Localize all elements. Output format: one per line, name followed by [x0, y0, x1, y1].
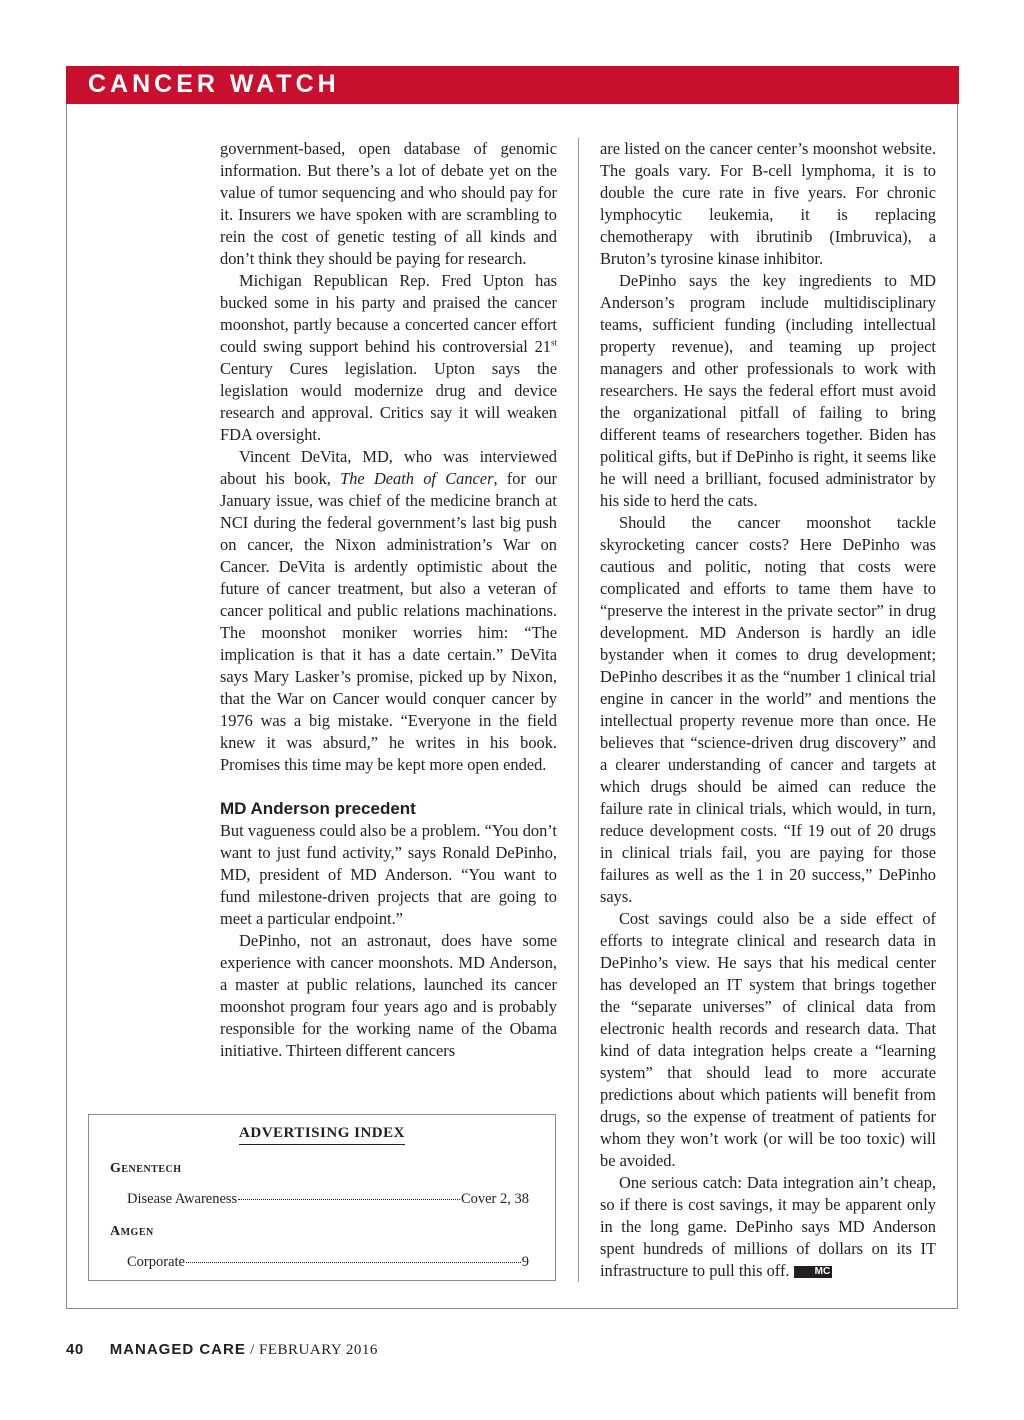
paragraph: But vagueness could also be a problem. “You don’t want to just fund activity,” says Ronald DePinho, MD, president of MD Anderson. “You want to fund milestone-driven projects that are going to meet a particular endpoint.”	[220, 821, 557, 928]
paragraph: Michigan Republican Rep. Fred Upton has bucked some in his party and praised the cancer moonshot, partly because a concerted cancer effort could swing support behind his controversial 21st Century Cures legislation. Upton says the legislation would modernize drug and device research and approval. Critics say it will weaken FDA oversight.	[220, 271, 557, 444]
advertiser-name: Genentech	[110, 1161, 182, 1176]
book-title: The Death of Cancer	[340, 469, 494, 488]
right-column	[600, 138, 936, 1282]
advertiser-name: Amgen	[110, 1224, 154, 1239]
issue-date: FEBRUARY 2016	[259, 1342, 378, 1358]
left-column	[220, 138, 557, 1062]
paragraph: One serious catch: Data integration ain’t cheap, so if there is cost savings, it may be apparent only in the long game. DePinho says MD Anderson spent hundreds of millions of dollars on its IT infrastructure to pull this off. MC	[600, 1173, 936, 1280]
advertising-index-box	[88, 1114, 556, 1281]
subheading: MD Anderson precedent	[220, 799, 416, 818]
section-header-bar	[66, 66, 959, 104]
paragraph: are listed on the cancer center’s moonshot website. The goals vary. For B-cell lymphoma, it is to double the cure rate in five years. For chronic lymphocytic leukemia, it is replacing chemotherapy with ibrutinib (Imbruvica), a Bruton’s tyrosine kinase inhibitor.	[600, 139, 936, 268]
advertising-index-title: ADVERTISING INDEX	[89, 1125, 555, 1142]
page-number: 40	[66, 1341, 84, 1358]
column-divider	[578, 138, 579, 1282]
paragraph: Should the cancer moonshot tackle skyrocketing cancer costs? Here DePinho was cautious and politic, noting that costs were complicated and efforts to tame them have to “preserve the interest in the private sector” in drug development. MD Anderson is hardly an idle bystander when it comes to drug development; DePinho describes it as the “number 1 clinical trial engine in cancer in the world” and mentions the intellectual property revenue more than once. He believes that “science-driven drug discovery” and a clearer understanding of cancer and targets at which drugs should be aimed can reduce the failure rate in clinical trials, which would, in turn, reduce development costs. “If 19 out of 20 drugs in clinical trials fail, you are paying for those failures as well as the 1 in 20 success,” DePinho says.	[600, 513, 936, 906]
page-footer: 40 MANAGED CARE / FEBRUARY 2016	[66, 1341, 378, 1358]
end-mark-badge: MC	[794, 1266, 833, 1278]
paragraph: government-based, open database of genomic information. But there’s a lot of debate yet on the value of tumor sequencing and who should pay for it. Insurers we have spoken with are scrambling to rein the cost of genetic testing of all kinds and don’t think they should be paying for research.	[220, 139, 557, 268]
advertising-index-entry: Disease Awareness Cover 2, 38	[127, 1191, 529, 1207]
paragraph: Cost savings could also be a side effect of efforts to integrate clinical and research data in DePinho’s view. He says that his medical center has developed an IT system that brings together the “separate universes” of clinical data from electronic health records and research data. That kind of data integration helps create a “learning system” that should lead to more accurate predictions about which patients will benefit from drugs, so the expense of treatment of patients for whom they won’t work (or will be too toxic) will be avoided.	[600, 909, 936, 1170]
paragraph: DePinho, not an astronaut, does have some experience with cancer moonshots. MD Anderson, a master at public relations, launched its cancer moonshot program four years ago and is probably responsible for the working name of the Obama initiative. Thirteen different cancers	[220, 931, 557, 1060]
paragraph: DePinho says the key ingredients to MD Anderson’s program include multidisciplinary teams, sufficient funding (including intellectual property revenue), and teaming up project managers and other professionals to work with researchers. He says the federal effort must avoid the organizational pitfall of failing to bring different teams of researchers together. Biden has political gifts, but if DePinho is right, it seems like he will need a brilliant, focused administrator by his side to herd the cats.	[600, 271, 936, 510]
advertising-index-entry: Corporate 9	[127, 1254, 529, 1270]
section-title: CANCER WATCH	[88, 70, 340, 98]
publication-name: MANAGED CARE	[109, 1341, 246, 1358]
paragraph: Vincent DeVita, MD, who was interviewed about his book, The Death of Cancer, for our January issue, was chief of the medicine branch at NCI during the federal government’s last big push on cancer, the Nixon administration’s War on Cancer. DeVita is ardently optimistic about the future of cancer treatment, but also a veteran of cancer political and public relations machinations. The moonshot moniker worries him: “The implication is that it has a date certain.” DeVita says Mary Lasker’s promise, picked up by Nixon, that the War on Cancer would conquer cancer by 1976 was a big mistake. “Everyone in the field knew it was absurd,” he writes in his book. Promises this time may be kept more open ended.	[220, 447, 557, 774]
